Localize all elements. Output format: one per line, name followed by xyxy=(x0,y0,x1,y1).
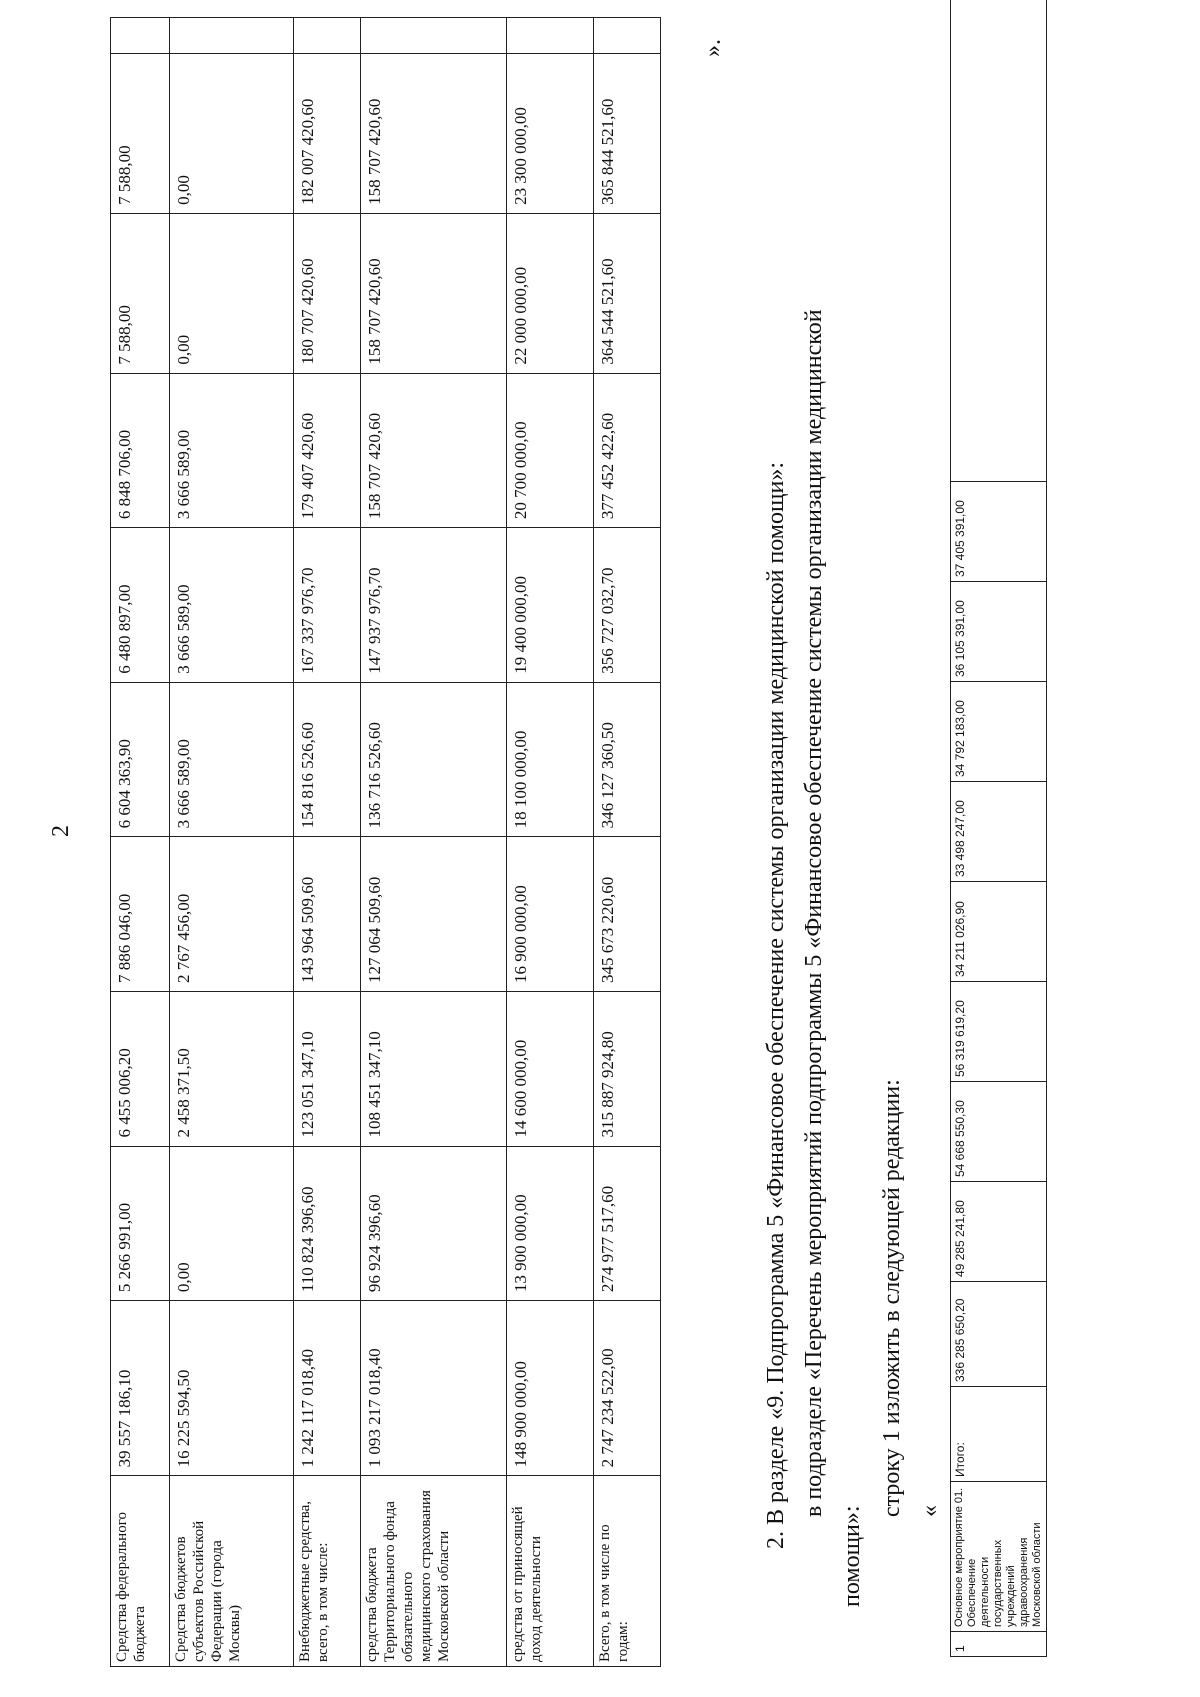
cell-year-6: 20 700 000,00 xyxy=(507,373,594,528)
cell-year-1: 96 924 396,60 xyxy=(361,1146,507,1301)
empty-cell xyxy=(594,18,661,54)
cell-year-4: 154 816 526,60 xyxy=(294,682,361,837)
cell-year-2: 123 051 347,10 xyxy=(294,991,361,1146)
cell-year-3: 127 064 509,60 xyxy=(361,837,507,992)
cell-total: 336 285 650,20 xyxy=(951,1282,1047,1387)
table-row xyxy=(361,18,507,1667)
cell-year-3: 16 900 000,00 xyxy=(507,837,594,992)
cell-year-4: 346 127 360,50 xyxy=(594,682,661,837)
cell-year-7: 7 588,00 xyxy=(111,213,170,373)
cell-year-7: 180 707 420,60 xyxy=(294,213,361,373)
closing-quote: ». xyxy=(700,39,726,57)
cell-year-7: 364 544 521,60 xyxy=(594,213,661,373)
cell-year-5: 147 937 976,70 xyxy=(361,528,507,683)
cell-year-2: 108 451 347,10 xyxy=(361,991,507,1146)
cell-year-2: 6 455 006,20 xyxy=(111,991,170,1146)
cell-year-5: 356 727 032,70 xyxy=(594,528,661,683)
cell-year-1: 5 266 991,00 xyxy=(111,1146,170,1301)
cell-total: 2 747 234 522,00 xyxy=(594,1301,661,1476)
row-number: 1 xyxy=(951,1632,1047,1657)
cell-year-3: 56 319 619,20 xyxy=(951,982,1047,1082)
cell-year-1: 274 977 517,60 xyxy=(594,1146,661,1301)
table-row xyxy=(951,0,1047,1657)
cell-year-6: 6 848 706,00 xyxy=(111,373,170,528)
cell-year-4: 136 716 526,60 xyxy=(361,682,507,837)
cell-year-6: 179 407 420,60 xyxy=(294,373,361,528)
cell-year-7: 158 707 420,60 xyxy=(361,213,507,373)
row-label: средства бюджета Территориального фонда обязательного медицинского страхования Московской области xyxy=(361,1476,507,1667)
row-label: Внебюджетные средства, всего, в том числе: xyxy=(294,1476,361,1667)
cell-year-7: 22 000 000,00 xyxy=(507,213,594,373)
page-number: 2 xyxy=(48,825,74,837)
cell-year-7: 36 105 391,00 xyxy=(951,582,1047,682)
cell-total: 1 093 217 018,40 xyxy=(361,1301,507,1476)
cell-year-5: 33 498 247,00 xyxy=(951,782,1047,882)
empty-cell xyxy=(951,0,1047,482)
paragraph-continuation: помощи»: xyxy=(839,1505,865,1607)
table-row xyxy=(507,18,594,1667)
cell-year-4: 6 604 363,90 xyxy=(111,682,170,837)
cell-year-8: 365 844 521,60 xyxy=(594,54,661,214)
cell-year-2: 2 458 371,50 xyxy=(170,991,294,1146)
cell-year-1: 0,00 xyxy=(170,1146,294,1301)
opening-quote: « xyxy=(917,1505,943,1517)
cell-year-4: 3 666 589,00 xyxy=(170,682,294,837)
row-label: Средства бюджетов субъектов Российской Федерации (города Москвы) xyxy=(170,1476,294,1667)
cell-year-6: 377 452 422,60 xyxy=(594,373,661,528)
paragraph-instruction: строку 1 изложить в следующей редакции: xyxy=(879,1079,905,1517)
cell-year-6: 3 666 589,00 xyxy=(170,373,294,528)
cell-year-5: 167 337 976,70 xyxy=(294,528,361,683)
activities-table xyxy=(950,0,1047,1657)
row-label: средства от приносящей доход деятельности xyxy=(507,1476,594,1667)
cell-year-1: 110 824 396,60 xyxy=(294,1146,361,1301)
cell-total: 16 225 594,50 xyxy=(170,1301,294,1476)
cell-year-3: 345 673 220,60 xyxy=(594,837,661,992)
cell-year-4: 34 211 026,90 xyxy=(951,882,1047,982)
table-row xyxy=(111,18,170,1667)
cell-year-1: 49 285 241,80 xyxy=(951,1182,1047,1282)
paragraph-subsection: в подразделе «Перечень мероприятий подпрограммы 5 «Финансовое обеспечение системы организации медицинской xyxy=(801,309,827,1517)
cell-year-8: 37 405 391,00 xyxy=(951,482,1047,582)
cell-total: 148 900 000,00 xyxy=(507,1301,594,1476)
cell-year-1: 13 900 000,00 xyxy=(507,1146,594,1301)
cell-year-7: 0,00 xyxy=(170,213,294,373)
empty-cell xyxy=(111,18,170,54)
cell-year-6: 34 792 183,00 xyxy=(951,682,1047,782)
cell-year-5: 19 400 000,00 xyxy=(507,528,594,683)
empty-cell xyxy=(361,18,507,54)
cell-year-4: 18 100 000,00 xyxy=(507,682,594,837)
cell-year-2: 54 668 550,30 xyxy=(951,1082,1047,1182)
cell-year-8: 158 707 420,60 xyxy=(361,54,507,214)
table-row xyxy=(170,18,294,1667)
table-row xyxy=(594,18,661,1667)
total-label: Итого: xyxy=(951,1387,1047,1482)
empty-cell xyxy=(294,18,361,54)
empty-cell xyxy=(170,18,294,54)
row-label: Средства федерального бюджета xyxy=(111,1476,170,1667)
cell-year-5: 6 480 897,00 xyxy=(111,528,170,683)
cell-year-8: 182 007 420,60 xyxy=(294,54,361,214)
cell-total: 39 557 186,10 xyxy=(111,1301,170,1476)
cell-year-3: 143 964 509,60 xyxy=(294,837,361,992)
table-row xyxy=(294,18,361,1667)
cell-year-3: 2 767 456,00 xyxy=(170,837,294,992)
cell-total: 1 242 117 018,40 xyxy=(294,1301,361,1476)
activity-description: Основное мероприятие 01. Обеспечение деятельности государственных учреждений здравоохранения Московской области xyxy=(951,1482,1047,1632)
paragraph-section-heading: 2. В разделе «9. Подпрограмма 5 «Финансовое обеспечение системы организации медицинской помощи»: xyxy=(763,462,789,1549)
cell-year-8: 0,00 xyxy=(170,54,294,214)
cell-year-2: 14 600 000,00 xyxy=(507,991,594,1146)
cell-year-8: 23 300 000,00 xyxy=(507,54,594,214)
cell-year-8: 7 588,00 xyxy=(111,54,170,214)
cell-year-2: 315 887 924,80 xyxy=(594,991,661,1146)
funding-table xyxy=(110,17,661,1667)
empty-cell xyxy=(507,18,594,54)
cell-year-5: 3 666 589,00 xyxy=(170,528,294,683)
cell-year-6: 158 707 420,60 xyxy=(361,373,507,528)
row-label: Всего, в том числе по годам: xyxy=(594,1476,661,1667)
cell-year-3: 7 886 046,00 xyxy=(111,837,170,992)
